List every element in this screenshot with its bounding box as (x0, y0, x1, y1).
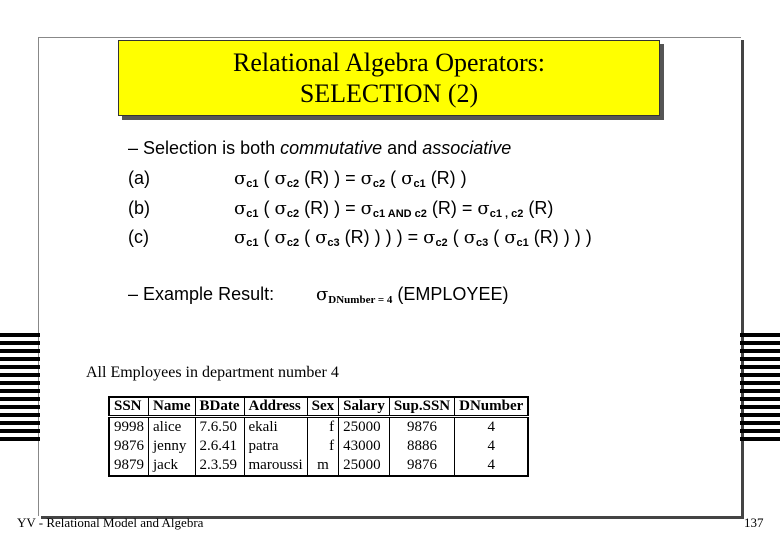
expr-text: ( (299, 227, 316, 247)
column-header: Address (244, 397, 307, 417)
subscript: c3 (327, 237, 340, 249)
sigma-symbol: σ (423, 227, 436, 248)
rule-a-expression (234, 168, 467, 190)
sigma-symbol: σ (315, 227, 328, 248)
table-cell: m (307, 456, 339, 476)
bullet-dash: – (128, 284, 139, 304)
left-stripes-decoration (0, 333, 40, 445)
column-header: Sex (307, 397, 339, 417)
table-cell: f (307, 417, 339, 438)
table-cell: 2.3.59 (195, 456, 244, 476)
table-cell: 25000 (339, 456, 390, 476)
title-line-2: SELECTION (2) (299, 79, 479, 108)
table-cell: 4 (455, 417, 529, 438)
table-cell: ekali (244, 417, 307, 438)
table-row (109, 417, 528, 438)
sigma-symbol: σ (477, 198, 490, 219)
table-cell: 43000 (339, 437, 390, 456)
expr-text: ( (258, 227, 275, 247)
subscript: c3 (475, 237, 489, 249)
sigma-symbol: σ (401, 168, 414, 189)
table-cell: f (307, 437, 339, 456)
table-cell: 4 (455, 437, 529, 456)
rule-b-label: (b) (128, 198, 150, 218)
table-row (109, 437, 528, 456)
column-header: DNumber (455, 397, 529, 417)
sigma-symbol: σ (234, 198, 247, 219)
rule-c-expression (234, 227, 592, 249)
subscript: c1 AND c2 (372, 208, 427, 220)
column-header: Salary (339, 397, 390, 417)
sigma-symbol: σ (463, 227, 476, 248)
rule-b-expression (234, 198, 553, 220)
column-header: BDate (195, 397, 244, 417)
example-expression (316, 284, 508, 306)
subscript: c2 (435, 237, 448, 249)
table-cell: 9998 (109, 417, 149, 438)
subscript: c2 (372, 178, 386, 190)
table-cell: 2.6.41 (195, 437, 244, 456)
table-cell: 9876 (389, 456, 454, 476)
table-cell: 9879 (109, 456, 149, 476)
table-cell: 8886 (389, 437, 454, 456)
sigma-symbol: σ (274, 168, 287, 189)
table-cell: 25000 (339, 417, 390, 438)
expr-text: (EMPLOYEE) (392, 284, 509, 304)
intro-text: Selection is both (143, 138, 281, 158)
sigma-symbol: σ (360, 198, 373, 219)
subscript: c2 (286, 208, 300, 220)
table-cell: maroussi (244, 456, 307, 476)
subscript: DNumber = 4 (328, 294, 393, 306)
column-header: Name (149, 397, 196, 417)
slide-title (118, 40, 660, 116)
footer-course-title: YV - Relational Model and Algebra (17, 515, 204, 530)
column-header: Sup.SSN (389, 397, 454, 417)
expr-text: (R) ) ) ) = (339, 227, 424, 247)
table-cell: jack (149, 456, 196, 476)
sigma-symbol: σ (274, 198, 287, 219)
expr-text: ( (258, 168, 275, 188)
rule-a-label: (a) (128, 168, 150, 188)
subscript: c1 (516, 237, 529, 249)
sigma-symbol: σ (316, 284, 329, 305)
expr-text: (R) ) = (299, 168, 361, 188)
table-cell: 9876 (389, 417, 454, 438)
table-cell: patra (244, 437, 307, 456)
subscript: c1 (246, 178, 259, 190)
employee-table (108, 396, 529, 477)
expr-text: ( (488, 227, 505, 247)
rule-c-label: (c) (128, 227, 149, 247)
subscript: c2 (286, 237, 300, 249)
expr-text: ( (447, 227, 464, 247)
sigma-symbol: σ (274, 227, 287, 248)
subscript: c1 (246, 237, 259, 249)
example-bullet (128, 284, 274, 305)
title-line-1: Relational Algebra Operators: (233, 48, 545, 77)
expr-text: ( (258, 198, 275, 218)
subscript: c1 (413, 178, 426, 190)
bullet-dash: – (128, 138, 139, 158)
table-cell: 7.6.50 (195, 417, 244, 438)
example-label: Example Result: (143, 284, 275, 304)
table-cell: 9876 (109, 437, 149, 456)
expr-text: (R) ) ) ) (528, 227, 592, 247)
table-row (109, 456, 528, 476)
intro-word-commutative: commutative (280, 138, 383, 158)
table-cell: 4 (455, 456, 529, 476)
expr-text: (R) ) = (299, 198, 361, 218)
right-stripes-decoration (740, 333, 780, 445)
footer-page-number: 137 (744, 515, 764, 530)
expr-text: (R) (523, 198, 554, 218)
table-cell: alice (149, 417, 196, 438)
subscript: c1 (246, 208, 259, 220)
table-caption: All Employees in department number 4 (86, 364, 339, 381)
sigma-symbol: σ (504, 227, 517, 248)
sigma-symbol: σ (234, 168, 247, 189)
column-header: SSN (109, 397, 149, 417)
expr-text: (R) ) (425, 168, 467, 188)
table-header-row (109, 397, 528, 417)
sigma-symbol: σ (360, 168, 373, 189)
table-cell: jenny (149, 437, 196, 456)
subscript: c2 (286, 178, 300, 190)
intro-word-associative: associative (422, 138, 512, 158)
intro-and: and (382, 138, 423, 158)
intro-bullet (128, 138, 511, 159)
sigma-symbol: σ (234, 227, 247, 248)
expr-text: (R) = (426, 198, 478, 218)
subscript: c1 , c2 (489, 208, 524, 220)
expr-text: ( (385, 168, 402, 188)
